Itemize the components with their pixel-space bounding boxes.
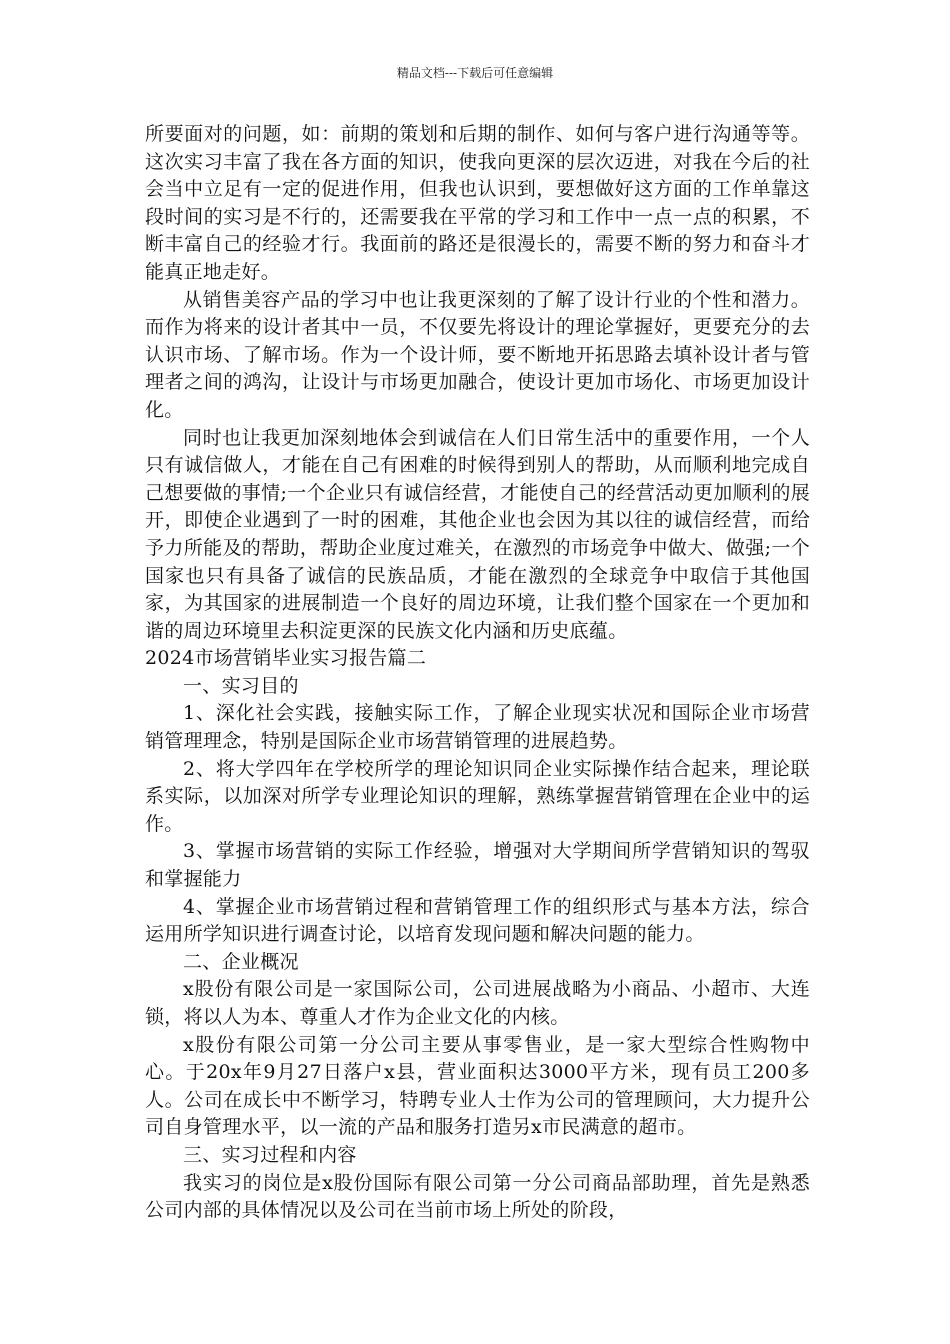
paragraph-position: 我实习的岗位是x股份国际有限公司第一分公司商品部助理，首先是熟悉公司内部的具体情况以及公司在当前市场上所处的阶段，: [145, 1171, 810, 1222]
section-title: 2024市场营销毕业实习报告篇二: [145, 647, 427, 670]
paragraph-branch-intro: x股份有限公司第一分公司主要从事零售业，是一家大型综合性购物中心。于20x年9月27日落户x县，营业面积达3000平方米，现有员工200多人。公司在成长中不断学习，特聘专业人士作为公司的管理顾问，大力提升公司自身管理水平，以一流的产品和服务打造另x市民满意的超市。: [145, 1033, 810, 1139]
purpose-item-2: 2、将大学四年在学校所学的理论知识同企业实际操作结合起来，理论联系实际，以加深对所学专业理论知识的理解，熟练掌握营销管理在企业中的运作。: [145, 757, 810, 835]
paragraph-company-intro: x股份有限公司是一家国际公司，公司进展战略为小商品、小超市、大连锁，将以人为本、尊重人才作为企业文化的内核。: [145, 978, 810, 1028]
paragraph-design-industry: 从销售美容产品的学习中也让我更深刻的了解了设计行业的个性和潜力。而作为将来的设计者其中一员，不仅要先将设计的理论掌握好，更要充分的去认识市场、了解市场。作为一个设计师，要不断地开拓思路去填补设计者与管理者之间的鸿沟，让设计与市场更加融合，使设计更加市场化、市场更加设计化。: [145, 288, 810, 421]
document-body: [145, 121, 810, 1225]
heading-company-overview: 二、企业概况: [183, 950, 299, 973]
purpose-item-4: 4、掌握企业市场营销过程和营销管理工作的组织形式与基本方法，综合运用所学知识进行调查讨论，以培育发现问题和解决问题的能力。: [145, 895, 810, 946]
paragraph-integrity: 同时也让我更加深刻地体会到诚信在人们日常生活中的重要作用，一个人只有诚信做人，才能在自己有困难的时候得到别人的帮助，从而顺利地完成自己想要做的事情;一个企业只有诚信经营，才能使自己的经营活动更加顺利的展开，即使企业遇到了一时的困难，其他企业也会因为其以往的诚信经营，而给予力所能及的帮助，帮助企业度过难关，在激烈的市场竞争中做大、做强;一个国家也只有具备了诚信的民族品质，才能在激烈的全球竞争中取信于其他国家，为其国家的进展制造一个良好的周边环境，让我们整个国家在一个更加和谐的周边环境里去积淀更深的民族文化内涵和历史底蕴。: [145, 426, 810, 642]
heading-process-content: 三、实习过程和内容: [183, 1143, 357, 1166]
paragraph-continued: 所要面对的问题，如：前期的策划和后期的制作、如何与客户进行沟通等等。这次实习丰富了我在各方面的知识，使我向更深的层次迈进，对我在今后的社会当中立足有一定的促进作用，但我也认识到，要想做好这方面的工作单靠这段时间的实习是不行的，还需要我在平常的学习和工作中一点一点的积累，不断丰富自己的经验才行。我面前的路还是很漫长的，需要不断的努力和奋斗才能真正地走好。: [145, 123, 810, 283]
heading-internship-purpose: 一、实习目的: [183, 674, 299, 697]
purpose-item-1: 1、深化社会实践，接触实际工作，了解企业现实状况和国际企业市场营销管理理念，特别是国际企业市场营销管理的进展趋势。: [145, 702, 810, 753]
purpose-item-3: 3、掌握市场营销的实际工作经验，增强对大学期间所学营销知识的驾驭和掌握能力: [145, 840, 810, 891]
page-header: 精品文档---下载后可任意编辑: [396, 66, 554, 80]
